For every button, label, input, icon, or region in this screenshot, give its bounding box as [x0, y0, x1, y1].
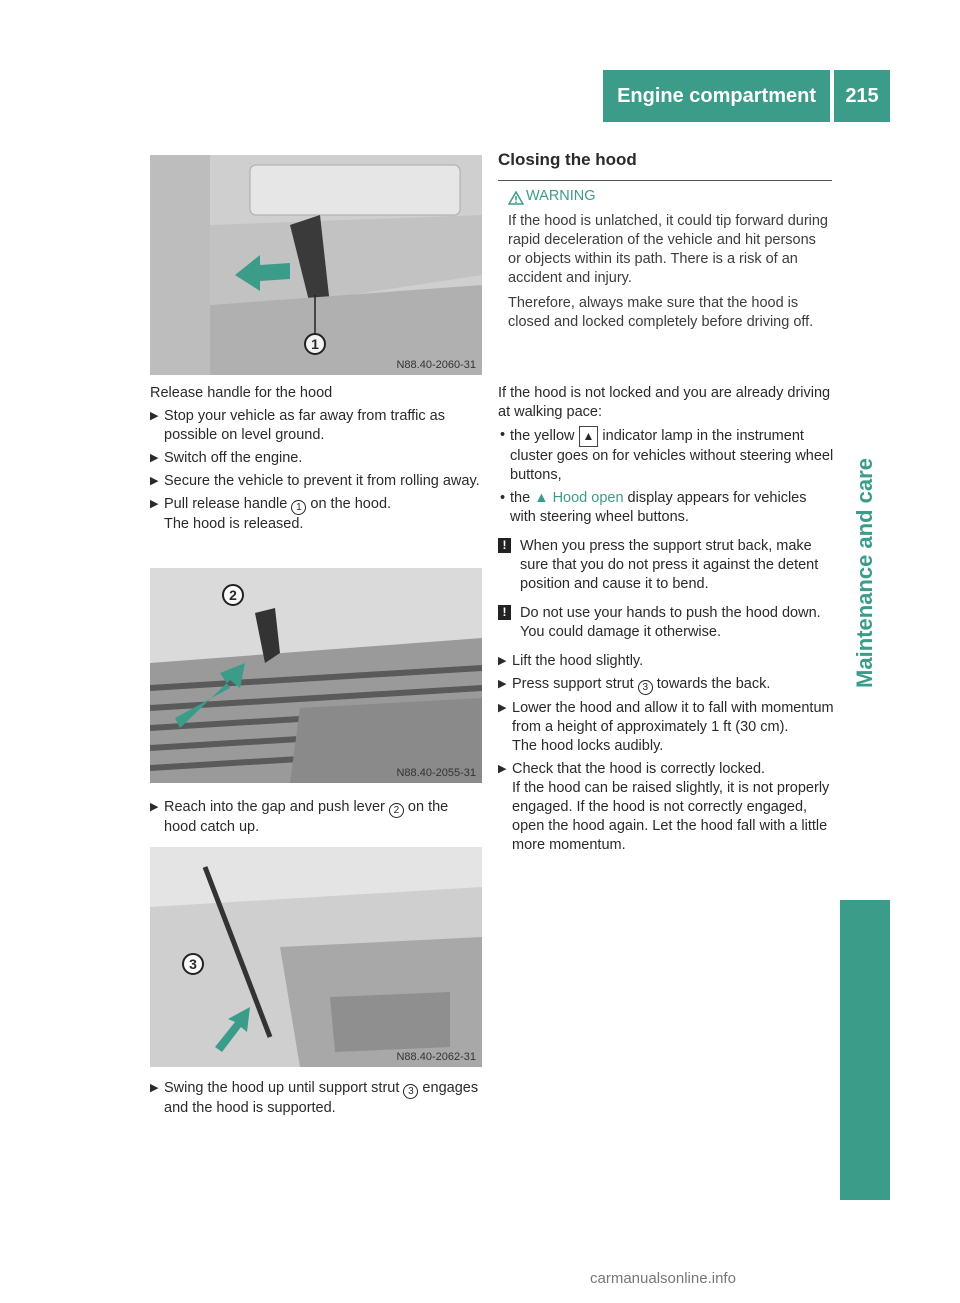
hood-lamp-icon: ▲ [579, 426, 599, 447]
footer-watermark: carmanualsonline.info [590, 1270, 736, 1287]
chapter-marker [840, 900, 890, 1200]
callout-ref: 1 [291, 500, 306, 515]
step-arrow-icon: ▶ [498, 655, 507, 667]
callout-3: 3 [182, 953, 204, 975]
bullet-display-message: • the ▲ Hood open display appears for vehicles with steering wheel buttons. [500, 490, 807, 525]
chapter-tab-label: Maintenance and care [852, 457, 877, 688]
note-hands: ! Do not use your hands to push the hood down. You could damage it otherwise. [498, 604, 834, 642]
hood-open-icon: ▲ [534, 490, 549, 506]
step-lift-hood: ▶ Lift the hood slightly. [498, 653, 644, 669]
step-secure-vehicle: ▶ Secure the vehicle to prevent it from rolling away. [150, 473, 480, 489]
page-header [0, 70, 890, 122]
step-arrow-icon: ▶ [150, 410, 159, 422]
step-arrow-icon: ▶ [498, 702, 507, 714]
intro-text: If the hood is not locked and you are already driving at walking pace: [498, 385, 831, 420]
step-reach-gap: ▶ Reach into the gap and push lever 2 on the hood catch up. [150, 799, 449, 835]
step-stop-vehicle: ▶ Stop your vehicle as far away from traffic as possible on level ground. [150, 408, 445, 443]
figure-hood-catch [150, 568, 482, 783]
hood-catch-illustration [150, 568, 482, 783]
step-arrow-icon: ▶ [498, 763, 507, 775]
callout-1: 1 [304, 333, 326, 355]
step-result: The hood locks audibly. [512, 738, 664, 754]
warning-text-2: Therefore, always make sure that the hood is closed and locked completely before driving off. [508, 295, 814, 330]
step-arrow-icon: ▶ [150, 475, 159, 487]
figure-caption: Release handle for the hood [150, 385, 333, 401]
step-pull-release: ▶ Pull release handle 1 on the hood. The hood is released. [150, 496, 392, 532]
left-column-block-2 [150, 798, 484, 841]
note-support-strut: ! When you press the support strut back, make sure that you do not press it against the detent position and cause it to bend. [498, 537, 834, 594]
caution-icon: ! [498, 605, 511, 620]
bullet-indicator-lamp: • the yellow ▲ indicator lamp in the instrument cluster goes on for vehicles without steering wheel buttons, [500, 427, 834, 483]
page-number: 215 [834, 70, 890, 122]
figure-code: N88.40-2062-31 [396, 1051, 476, 1063]
step-result: If the hood can be raised slightly, it is not properly engaged. If the hood is not correctly engaged, open the hood again. Let the hood fall with a little more momentum. [512, 780, 830, 853]
closing-hood-heading: Closing the hood [498, 150, 637, 169]
step-switch-off: ▶ Switch off the engine. [150, 450, 303, 466]
step-press-strut: ▶ Press support strut 3 towards the back. [498, 676, 771, 693]
figure-support-strut [150, 847, 482, 1067]
left-column-block-1 [150, 384, 484, 538]
hood-open-message: Hood open [552, 490, 624, 506]
section-title: Engine compartment [603, 70, 830, 122]
step-arrow-icon: ▶ [150, 1082, 159, 1094]
callout-2: 2 [222, 584, 244, 606]
step-arrow-icon: ▶ [150, 498, 159, 510]
figure-code: N88.40-2060-31 [396, 359, 476, 371]
chapter-tab [840, 415, 890, 730]
callout-ref: 3 [403, 1084, 418, 1099]
step-result: The hood is released. [164, 516, 304, 532]
step-arrow-icon: ▶ [150, 801, 159, 813]
figure-release-handle [150, 155, 482, 375]
heading-rule [498, 180, 832, 181]
warning-text-1: If the hood is unlatched, it could tip forward during rapid deceleration of the vehicle and hit persons or objects within its path. There is a risk of an accident and injury. [508, 213, 828, 286]
step-arrow-icon: ▶ [150, 452, 159, 464]
right-column-body [498, 384, 834, 859]
caution-icon: ! [498, 538, 511, 553]
figure-code: N88.40-2055-31 [396, 767, 476, 779]
callout-ref: 3 [638, 680, 653, 695]
warning-body [508, 212, 830, 338]
callout-ref: 2 [389, 803, 404, 818]
warning-label: WARNING [526, 188, 596, 204]
warning-triangle-icon [508, 191, 524, 205]
left-column-block-3 [150, 1079, 484, 1122]
step-arrow-icon: ▶ [498, 678, 507, 690]
step-check-lock: ▶ Check that the hood is correctly locked. If the hood can be raised slightly, it is not properly engaged. If the hood is not correctly engaged, open the hood again. Let the hood fall with a little more momentum. [498, 761, 830, 853]
step-swing-hood: ▶ Swing the hood up until support strut 3 engages and the hood is supported. [150, 1080, 479, 1116]
step-lower-hood: ▶ Lower the hood and allow it to fall with momentum from a height of approximately 1 ft (30 cm). The hood locks audibly. [498, 700, 834, 754]
